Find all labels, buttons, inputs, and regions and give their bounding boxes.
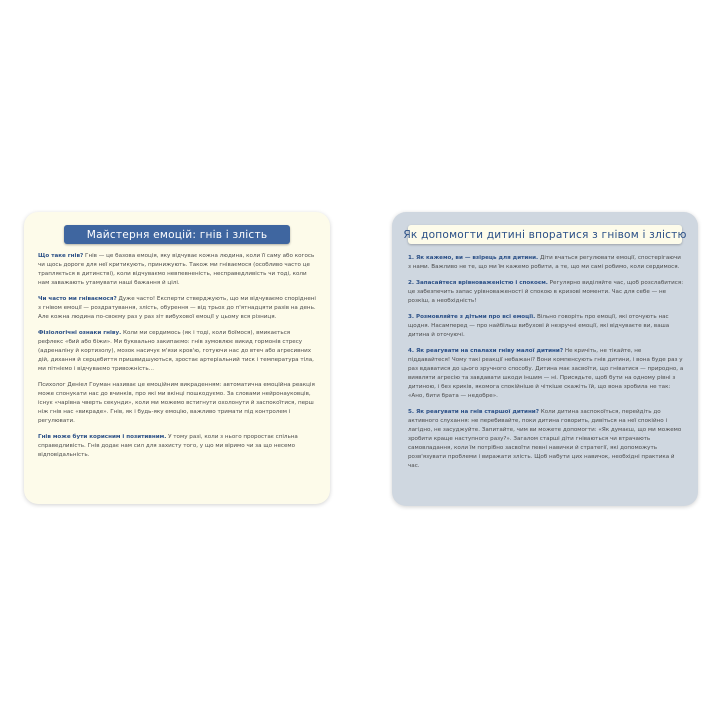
left-paragraph-goleman (38, 381, 316, 426)
paragraph-text: У тому разі, коли з нього проростає спільна справедливість. Гнів додає нам сил для захисту того, у що ми віримо чи за що несемо відповідальність. (38, 434, 298, 458)
left-card-title: Майстерня емоцій: гнів і злість (64, 225, 290, 244)
paragraph-heading: Чи часто ми гніваємося? (38, 296, 117, 302)
paragraph-text: Психолог Деніел Гоуман називає це емоційним викраденням: автоматична емоційна реакція може спонукати нас до вчинків, про які ми вкінці пошкодуємо. За словами нейронауковців, існує «чарівна чверть секунди», коли ми можемо встигнути охолонути й заспокоїтися, перш ніж гнів нас «викраде». Гнів, як і будь-яку емоцію, важливо тримати під контролем і регулювати. (38, 382, 315, 424)
right-tip-5 (408, 408, 684, 471)
right-tip-3 (408, 313, 684, 340)
right-tip-4 (408, 347, 684, 401)
paragraph-heading: Що таке гнів? (38, 253, 84, 259)
paragraph-text: Коли ми сердимось (як і тоді, коли боїмося), вмикається рефлекс «бий або біжи». Ми буквально закипаємо: гнів зумовлює викид гормонів стресу (адреналіну й кортизолу), мозок насичує м'язи кров'ю, готуючи нас до втеч або агресивних дій, дихання й серцебиття пришвидшуються, зростає артеріальний тиск і температура тіла, ми пітніємо і відчуваємо тривожність... (38, 330, 314, 372)
tip-text: Не кричіть, не тікайте, не піддавайтеся! Чому такі реакції небажані? Вони компенсують гнів дитини, і вона буде раз у раз вдаватися до цього зручного способу. Дитина має засвоїти, що гніватися — природно, а виявляти агресію та завдавати шкоди іншим — ні. Присядьте, щоб бути на одному рівні з дитиною, і без криків, якомога спокійніше й чіткіше скажіть їй, що вона зробила не так: «Ано, бити брата — недобре». (408, 348, 684, 399)
left-card-body (38, 252, 316, 467)
right-card-title: Як допомогти дитині впоратися з гнівом і злістю (408, 225, 682, 244)
tip-text: Діти вчаться регулювати емоції, спостерігаючи з нами. Важливо не те, що ми їм кажемо робити, а те, що ми самі робимо, коли сердимося. (408, 255, 681, 270)
tip-heading: 2. Запасайтеся врівноваженістю і спокоєм. (408, 280, 548, 286)
right-tip-1 (408, 254, 684, 272)
paragraph-heading: Гнів може бути корисним і позитивним. (38, 434, 167, 440)
paragraph-text: Дуже часто! Експерти стверджують, що ми відчуваємо споріднені з гнівом емоції — роздратування, злість, обурення — від трьох до п'ятнадцяти разів на день. Але кожна людина по-своєму раз у раз зіт вибухової емоції у цьому вся різниця. (38, 296, 316, 320)
paragraph-heading: Фізіологічні ознаки гніву. (38, 330, 122, 336)
left-paragraph-what-is-anger (38, 252, 316, 288)
tip-heading: 4. Як реагувати на спалахи гніву малої дитини? (408, 348, 564, 354)
tip-text: Коли дитина заспокоїться, перейдіть до активного слухання: не перебивайте, поки дитина говорить, дивіться на неї спокійно і лагідно, не засуджуйте. Запитайте, чим ви можете допомогти: «Як думаєш, що ми можемо зробити краще наступного разу?». Загалом старші діти гніваються чи втрачають самовладання, коли їм потрібно засвоїти певні навички й стратегії, які допоможуть розв'язувати проблеми і виражати злість. Щоб набути цих навичок, необхідні практика й час. (408, 409, 682, 469)
tip-heading: 1. Як кажемо, ви — взірець для дитини. (408, 255, 539, 261)
tip-text: Вільно говоріть про емоції, які оточують нас щодня. Насамперед — про найбільш вибухові й незручні емоції, які відчуваєте ви, ваша дитина й оточуючі. (408, 314, 670, 338)
left-paragraph-positive-anger (38, 433, 316, 460)
tip-text: Регулярно виділяйте час, щоб розслабитися: це забезпечить запас урівноваженості й спокою в кризові моменти. Час для себе — не розкіш, а необхідність! (408, 280, 684, 304)
paragraph-text: Гнів — це базова емоція, яку відчуває кожна людина, коли її саму або когось чи щось дороге для неї критикують, принижують. Також ми гніваємося (особливо часто це трапляється в дитинстві), коли відчуваємо невпевненість, несправедливість чи тоді, коли нам заважають утамувати наші бажання й цілі. (38, 253, 315, 286)
left-paragraph-how-often (38, 295, 316, 322)
left-paragraph-physiology (38, 329, 316, 374)
tip-heading: 3. Розмовляйте з дітьми про всі емоції. (408, 314, 536, 320)
right-card-body (408, 254, 684, 478)
right-tip-2 (408, 279, 684, 306)
left-card (24, 212, 330, 504)
tip-heading: 5. Як реагувати на гнів старшої дитини? (408, 409, 539, 415)
right-card (392, 212, 698, 506)
